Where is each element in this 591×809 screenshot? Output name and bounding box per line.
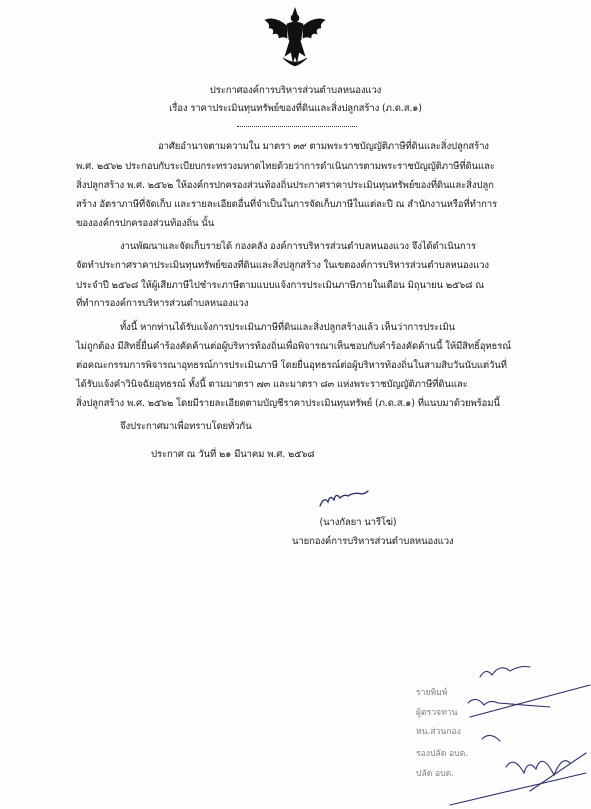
para3-line: ทั้งนี้ หากท่านได้รับแจ้งการประเมินภาษีที่ดินและสิ่งปลูกสร้างแล้ว เห็นว่าการประเมิน: [120, 322, 455, 333]
closing-statement: จึงประกาศมาเพื่อทราบโดยทั่วกัน: [120, 421, 252, 432]
announcement-title: ประกาศองค์การบริหารส่วนตำบลหนองแวง: [209, 85, 382, 96]
signature-icon: [318, 488, 370, 510]
para3-line: ไม่ถูกต้อง มีสิทธิ์ยื่นคำร้องคัดค้านต่อผู้บริหารท้องถิ่นเพื่อพิจารณาเห็นชอบกับคำร้องคัดค้านนี้ ให้มีสิทธิ์อุทธรณ์: [76, 341, 512, 352]
side-note: รองปลัด อบต.: [416, 749, 468, 759]
para3-line: สิ่งปลูกสร้าง พ.ศ. ๒๕๖๒ โดยมีรายละเอียดตามบัญชีราคาประเมินทุนทรัพย์ (ภ.ด.ส.๑) ที่แนบมาด้วยพร้อมนี้: [76, 398, 500, 409]
side-note: รายพิมพ์: [416, 688, 448, 698]
para2-line: ที่ทำการองค์การบริหารส่วนตำบลหนองแวง: [76, 298, 249, 309]
para2-line: งานพัฒนาและจัดเก็บรายได้ กองคลัง องค์การบริหารส่วนตำบลหนองแวง จึงได้ดำเนินการ: [120, 241, 476, 252]
side-note: หน.ส่วนกอง: [416, 727, 461, 737]
garuda-emblem-icon: [263, 6, 327, 68]
para1-line: สร้าง อัตราภาษีที่จัดเก็บ และรายละเอียดอื่นที่จำเป็นในการจัดเก็บภาษีในแต่ละปี ณ สำนักงานหรือที่ทำการ: [76, 199, 498, 210]
initials-handwriting-icon: [410, 655, 591, 809]
para1-line: พ.ศ. ๒๕๖๒ ประกอบกับระเบียบกระทรวงมหาดไทยด้วยว่าการดำเนินการตามพระราชบัญญัติภาษีที่ดินและ: [76, 161, 495, 172]
signer-name: (นางกัลยา นารีโฆ่): [319, 517, 397, 528]
para1-line: ขององค์กรปกครองส่วนท้องถิ่น นั้น: [76, 218, 215, 229]
para2-line: ประจำปี ๒๕๖๘ ให้ผู้เสียภาษีไปชำระภาษีตามแบบแจ้งการประเมินภาษีภายในเดือน มิถุนายน ๒๕๖๘ ณ: [76, 280, 484, 291]
side-note: ปลัด อบต.: [416, 769, 454, 779]
announcement-date: ประกาศ ณ วันที่ ๒๑ มีนาคม พ.ศ. ๒๕๖๘: [151, 449, 315, 460]
announcement-subject: เรื่อง ราคาประเมินทุนทรัพย์ของที่ดินและสิ่งปลูกสร้าง (ภ.ด.ส.๑): [169, 103, 422, 114]
para2-line: จัดทำประกาศราคาประเมินทุนทรัพย์ของที่ดินและสิ่งปลูกสร้าง ในเขตองค์การบริหารส่วนตำบลหนองแวง: [76, 260, 489, 271]
side-note: ผู้ตรวจทาน: [416, 708, 458, 718]
para1-line: สิ่งปลูกสร้าง พ.ศ. ๒๕๖๒ ให้องค์กรปกครองส่วนท้องถิ่นประกาศราคาประเมินทุนทรัพย์ของที่ดินและสิ่งปลูก: [76, 180, 494, 191]
para1-line: อาศัยอำนาจตามความใน มาตรา ๓๙ ตามพระราชบัญญัติภาษีที่ดินและสิ่งปลูกสร้าง: [158, 141, 489, 152]
para3-line: ต่อคณะกรรมการพิจารณาอุทธรณ์การประเมินภาษี โดยยื่นอุทธรณ์ต่อผู้บริหารท้องถิ่นในสามสิบวันนับแต่วันที่: [76, 360, 507, 371]
signer-title: นายกองค์การบริหารส่วนตำบลหนองแวง: [292, 536, 454, 547]
para3-line: ได้รับแจ้งคำวินิจฉัยอุทธรณ์ ทั้งนี้ ตามมาตรา ๗๓ และมาตรา ๘๓ แห่งพระราชบัญญัติภาษีที่ดินและ: [76, 379, 468, 390]
divider-dotted: [237, 126, 357, 127]
